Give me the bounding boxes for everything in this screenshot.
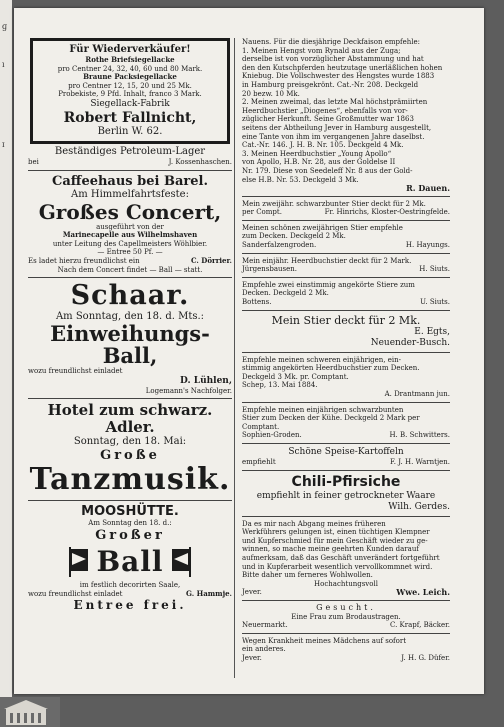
ad-line: eine Tante von ihm im vergangenen Jahre daselbst. [242,132,425,141]
advertiser-name: Robert Fallnicht, [63,109,197,126]
ad-title: Schaar. [70,280,190,312]
ad-line: Kniebug. Die Vollschwester des Hengstes wurde 1883 [242,72,435,81]
ad-line: Bitte daher um ferneres Wohlwollen. [242,571,373,580]
ad-line: Cat.-Nr. 146. J. H. B. Nr. 105. Deckgeld 4 Mk. [242,141,404,150]
ad-hotel-adler [28,402,232,497]
ad-line: Am Sonntag den 18. d.: [88,519,172,528]
ad-line: bei [28,157,39,166]
ad-line: derselbe ist von vorzüglicher Abstammung und hat [242,55,424,64]
ad-line: Es ladet hierzu freundlichst ein [28,256,140,265]
ad-line: pro Centner 12, 15, 20 und 25 Mk. [68,81,192,90]
ad-line: Da es mir nach Abgang meines früheren [242,519,386,528]
ad-u-siuts [242,281,450,307]
ad-title: Ball [96,544,164,578]
ad-line: Schep, 13. Mai 1884. [242,381,318,390]
ad-line: per Compt. [242,208,282,217]
ad-line: else H.B. Nr. 53. Deckgeld 3 Mk. [242,175,359,184]
ad-line: Am Sonntag, den 18. d. Mts.: [55,311,205,323]
ad-line: Nauens. Für die diesjährige Deckfaison empfehle: [242,38,420,46]
ad-mooshuette [28,504,232,613]
ad-petroleum [28,146,232,167]
advertiser-name: H. B. Schwitters. [389,431,450,440]
ball-banner [28,544,232,578]
ad-heading: Mein Stier deckt für 2 Mk. [271,313,421,327]
ad-heading: Caffeehaus bei Barel. [52,173,208,189]
ad-line: ausgeführt von der [96,222,164,231]
ad-line: Empfehle meinen einjährigen schwarzbunten [242,405,404,414]
ad-schwitters [242,406,450,440]
separator [242,253,450,254]
ad-hinrichs [242,200,450,217]
ad-line: aufmerksam, daß das Geschäft unverändert fortgeführt [242,553,440,562]
ad-line: den den Kutschpferden heutzutage unerläßlichen hohen [242,63,443,72]
separator [242,516,450,517]
ad-line: 20 bezw. 10 Mk. [242,89,300,98]
ad-line: Neuender-Busch. [370,337,450,348]
ad-line: Sanderfalzengroden. [242,241,317,250]
ad-line: züglicher Herkunft. Seine Großmutter war 1863 [242,115,414,124]
separator [242,352,450,353]
ad-drantmann [242,356,450,399]
ad-line: Decken. Deckgeld 2 Mk. [242,289,329,298]
ad-line: zum Decken. Deckgeld 2 Mk. [242,232,346,241]
separator [242,470,450,471]
ad-krapf [242,604,450,630]
advertiser-name: A. Drantmann jun. [384,390,450,398]
ad-line: Werkführers gelungen ist, einen tüchtigen Klempner [242,528,430,537]
advertiser-name: J. Kossenhaschen. [168,157,232,166]
ad-heading: Beständiges Petroleum-Lager [54,145,206,157]
left-column [28,38,232,613]
advertiser-name: Wilh. Gerdes. [388,501,450,512]
newspaper-page [14,8,484,694]
ad-line: Neuermarkt. [242,621,288,630]
ad-egts [242,314,450,349]
ad-schaar [28,281,232,395]
ad-line: Hochachtungsvoll [314,579,378,588]
ad-heading: Gesucht. [316,602,376,612]
ad-duefer [242,637,450,663]
ad-line: Mein einjähr. Heerdbuchstier deckt für 2 Mark. [242,256,412,265]
ad-line: Deckgeld 3 Mk. pr. Comptant. [242,372,349,381]
advertiser-name: H. Hayungs. [405,241,450,250]
ad-heading: Für Wiederverkäufer! [69,44,191,55]
ad-caffeehaus [28,174,232,275]
advertiser-name: Fr. Hinrichs, Kloster-Oestringfelde. [324,208,450,217]
ad-line: empfiehlt in feiner getrockneter Waare [256,490,436,501]
advertiser-name: F. J. H. Warntjen. [390,457,450,466]
advertiser-name: J. H. G. Düfer. [401,653,450,662]
separator [242,402,450,403]
flag-icon [170,547,192,577]
ad-line: und Kupferschmied für mein Geschäft wieder zu ge- [242,536,428,545]
advertiser-name: H. Siuts. [419,265,450,274]
ad-line: Heerdbuchstier „Diogenes“, ebenfalls von vor- [242,106,408,115]
ad-line: 1. Meinen Hengst vom Rynald aus der Zuga; [242,46,401,55]
separator [242,633,450,634]
advertiser-name: G. Hammje. [186,588,232,598]
ad-line: stimmig angekörten Heerdbuchstier zum Decken. [242,364,420,373]
ad-line: Sonntag, den 18. Mai: [73,436,187,448]
ad-heading: MOOSHÜTTE. [81,504,179,520]
ad-line: Stier zum Decken der Kühe. Deckgeld 2 Mark per [242,414,420,423]
advertiser-name: C. Krapf, Bäcker. [389,621,450,630]
ad-line: und in Kupferarbeit wesentlich vervollkommnet wird. [242,562,433,571]
advertiser-name: C. Dörrier. [190,255,232,265]
advertiser-name: E. Egts, [414,326,450,337]
ad-line: Braune Packsiegellacke [83,72,177,82]
ad-line: Empfehle zwei einstimmig angekörte Stiere zum [242,280,415,289]
ad-line: Meinen schönen zweijährigen Stier empfehle [242,223,403,232]
right-column [242,38,450,662]
ad-line: Nr. 179. Diese von Seedeleff Nr. 8 aus der Gold- [242,166,413,175]
ad-title: Einweihungs-Ball, [50,321,210,369]
separator [242,310,450,311]
ad-heading: Hotel zum schwarz. Adler. [47,401,213,437]
ad-line: wozu freundlichst einladet [28,589,123,598]
ad-siegellack [30,38,230,144]
separator [28,170,232,171]
column-divider [234,38,235,678]
ad-line: Großer [95,527,165,543]
ad-line: Wegen Krankheit meines Mädchens auf sofort [242,636,407,645]
ad-line: pro Centner 24, 32, 40, 60 und 80 Mark. [57,64,203,73]
ad-line: ein anderes. [242,645,286,654]
separator [242,220,450,221]
advertiser-name: U. Siuts. [420,298,450,307]
ad-line: Probekiste, 9 Pfd. Inhalt, franco 3 Mark. [58,90,202,99]
advertiser-name: R. Dauen. [406,183,450,194]
ad-gerdes [242,474,450,513]
ad-line: seitens der Abtheilung Jever in Hamburg ausgestellt, [242,123,432,132]
ad-line: von Apollo, H.B. Nr. 28, aus der Goldelse II [242,158,396,167]
ad-line: Entree frei. [73,598,187,613]
separator [28,500,232,501]
separator [242,196,450,197]
ad-line: — Entree 50 Pf. — [97,248,163,257]
advertiser-name: Wwe. Leich. [396,587,450,598]
separator [242,600,450,601]
ad-line: Jever. [242,653,262,662]
ad-line: Sophien-Groden. [242,431,302,440]
ad-line: Empfehle meinen schweren einjährigen, ein- [242,355,402,364]
ad-line: Nach dem Concert findet — Ball — statt. [57,265,203,274]
ad-hayungs [242,224,450,250]
left-page-edge: ɡ ı ɪ [0,0,12,727]
ad-line: Große [100,448,160,464]
ad-line: Jever. [242,588,262,597]
ad-line: 2. Meinen zweimal, das letzte Mal höchstprämiirten [242,98,428,107]
ad-dauen [242,38,450,193]
ad-line: Eine Frau zum Brodaustragen. [291,612,401,621]
ad-line: Siegellack-Fabrik [90,98,170,109]
ad-title: Großes Concert, [38,199,222,224]
ad-h-siuts [242,257,450,274]
ad-line: wozu freundlichst einladet [28,367,123,376]
separator [242,277,450,278]
ad-line: Bottens. [242,298,272,307]
ad-line: Am Himmelfahrtsfeste: [71,188,189,200]
ad-line: Rothe Briefsiegellacke [85,55,175,64]
ad-line: Mein zweijähr. schwarzbunter Stier deckt für 2 Mk. [242,199,426,208]
ad-heading: Schöne Speise-Kartoffeln [288,446,404,457]
ad-line: im festlich decorirten Saale, [79,580,181,589]
advertiser-city: Berlin W. 62. [97,125,163,137]
flag-icon [68,547,90,577]
ad-line: Marinecapelle aus Wilhelmshaven [62,230,198,240]
ad-line: Comptant. [242,422,280,431]
ad-line: winnen, so mache meine geehrten Kunden darauf [242,545,419,554]
separator [242,443,450,444]
ad-leich [242,520,450,597]
separator [28,398,232,399]
ad-line: 3. Meinen Heerdbuchstier „Young Apollo“ [242,149,392,158]
ad-line: unter Leitung des Capellmeisters Wöhlbier. [52,239,208,248]
separator [28,277,232,278]
ad-line: Logemann's Nachfolger. [145,386,232,395]
ad-warntjen [242,447,450,467]
ad-line: Jürgensbausen. [242,265,298,274]
ad-title: Tanzmusik. [29,462,231,498]
advertiser-name: D. Lühlen, [180,375,232,386]
ad-line: empfiehlt [242,457,276,466]
ad-title: Chili-Pfirsiche [291,473,401,490]
library-logo [0,697,60,727]
ad-line: in Hamburg preisgekrönt. Cat.-Nr. 208. Deckgeld [242,80,419,89]
